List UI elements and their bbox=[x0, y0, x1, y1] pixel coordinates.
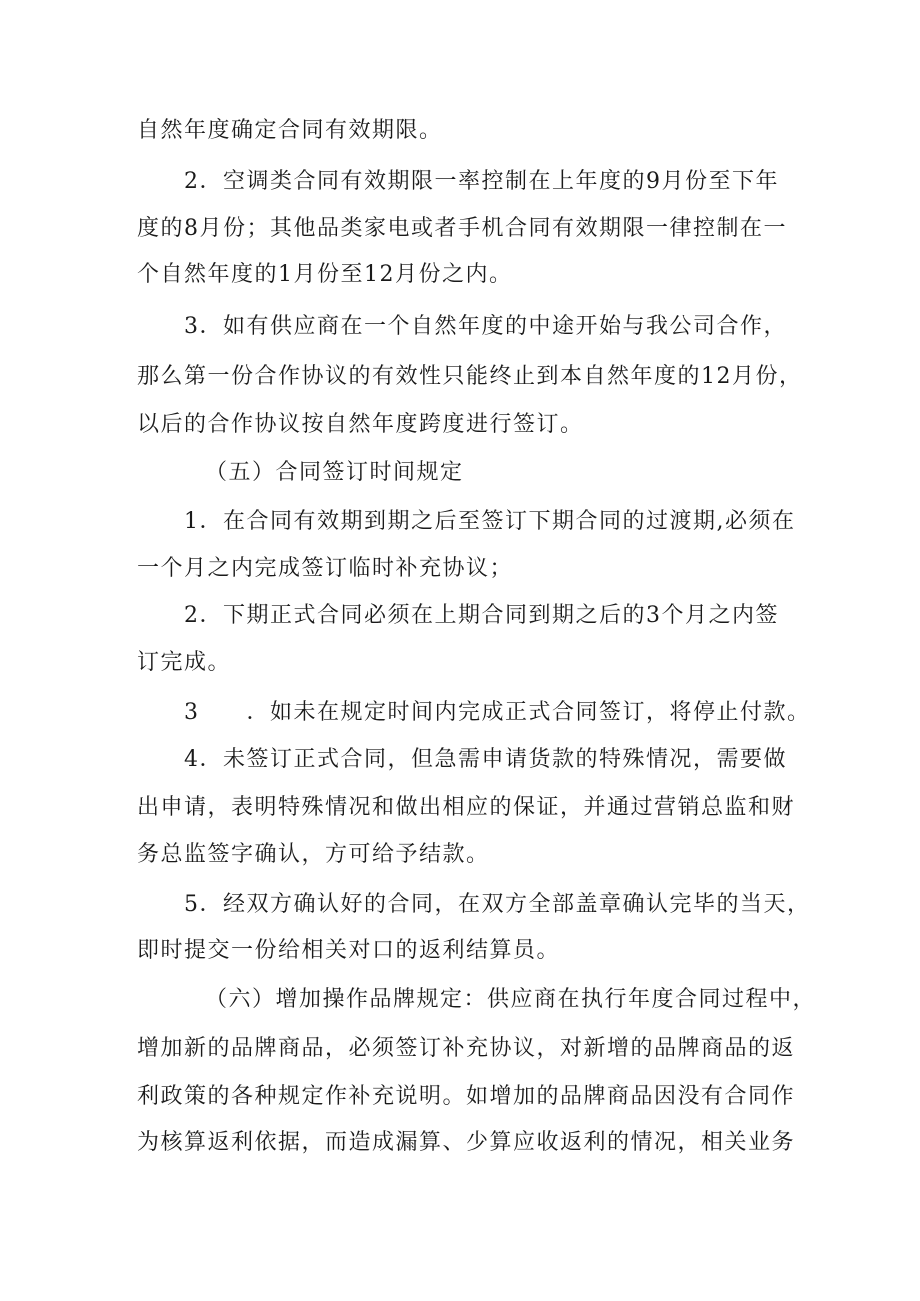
text-line: 2．空调类合同有效期限一率控制在上年度的9月份至下年 bbox=[184, 169, 779, 194]
text-line: 5．经双方确认好的合同，在双方全部盖章确认完毕的当天， bbox=[184, 892, 811, 917]
text-line: 为核算返利依据，而造成漏算、少算应收返利的情况，相关业务 bbox=[137, 1130, 796, 1155]
text-line: 3．如有供应商在一个自然年度的中途开始与我公司合作， bbox=[184, 314, 787, 339]
text-line: 利政策的各种规定作补充说明。如增加的品牌商品因没有合同作 bbox=[137, 1084, 796, 1109]
text-line: 即时提交一份给相关对口的返利结算员。 bbox=[137, 938, 561, 963]
text-line: 增加新的品牌商品，必须签订补充协议，对新增的品牌商品的返 bbox=[137, 1036, 796, 1061]
text-line: 以后的合作协议按自然年度跨度进行签订。 bbox=[137, 412, 584, 437]
text-line: 1．在合同有效期到期之后至签订下期合同的过渡期,必须在 bbox=[184, 509, 796, 534]
text-line: 自然年度确定合同有效期限。 bbox=[137, 118, 443, 143]
text-line: 务总监签字确认，方可给予结款。 bbox=[137, 842, 490, 867]
text-line: 4．未签订正式合同，但急需申请货款的特殊情况，需要做 bbox=[184, 747, 787, 772]
text-line: 一个月之内完成签订临时补充协议； bbox=[137, 556, 514, 581]
text-line: 订完成。 bbox=[137, 650, 232, 675]
section-heading: （六）增加操作品牌规定：供应商在执行年度合同过程中， bbox=[205, 987, 817, 1012]
text-line: 出申请，表明特殊情况和做出相应的保证，并通过营销总监和财 bbox=[137, 795, 796, 820]
text-line: 个自然年度的1月份至12月份之内。 bbox=[137, 262, 513, 287]
text-line: 2．下期正式合同必须在上期合同到期之后的3个月之内签 bbox=[184, 603, 779, 628]
section-heading: （五）合同签订时间规定 bbox=[205, 460, 464, 485]
text-line: 度的8月份；其他品类家电或者手机合同有效期限一律控制在一 bbox=[137, 216, 787, 241]
text-line: 那么第一份合作协议的有效性只能终止到本自然年度的12月份， bbox=[137, 364, 803, 389]
text-line: 3 ．如未在规定时间内完成正式合同签订，将停止付款。 bbox=[184, 700, 811, 725]
